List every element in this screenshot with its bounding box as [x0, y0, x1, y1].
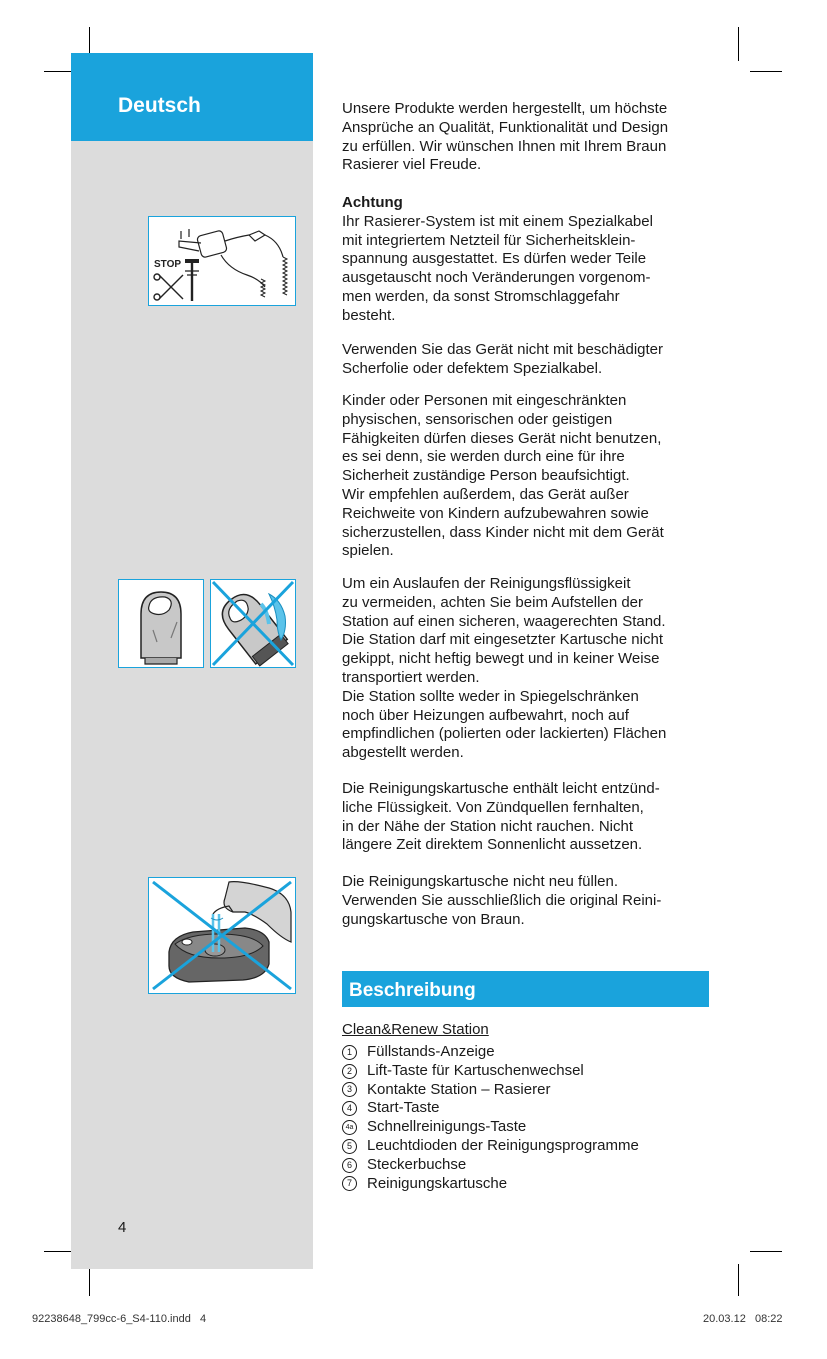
item-number: 7 [342, 1176, 357, 1191]
item-label: Lift-Taste für Kartuschenwechsel [367, 1061, 584, 1079]
list-item [342, 1137, 639, 1156]
station-paragraph [342, 575, 666, 763]
achtung-title: Achtung [342, 194, 403, 211]
item-number: 3 [342, 1082, 357, 1097]
crop-mark [750, 1251, 782, 1252]
item-number: 4a [342, 1120, 357, 1135]
flammable-paragraph [342, 780, 660, 855]
language-title: Deutsch [118, 94, 201, 117]
item-label: Kontakte Station – Rasierer [367, 1080, 551, 1098]
foil-text: Verwenden Sie das Gerät nicht mit beschädigter Scherfolie oder defektem Spezialkabel. [342, 341, 664, 377]
station-tilted-crossed-icon [210, 579, 296, 668]
footer-file-info: 92238648_799cc-6_S4-110.indd 4 [32, 1313, 207, 1325]
plug-cord-warning-icon [148, 216, 296, 306]
item-label: Schnellreinigungs-Taste [367, 1118, 527, 1136]
list-item [342, 1118, 639, 1137]
section-heading: Beschreibung [349, 980, 476, 1001]
item-number: 4 [342, 1101, 357, 1116]
foil-paragraph [342, 341, 663, 379]
station-text: Um ein Auslaufen der Reinigungsflüssigkeit zu vermeiden, achten Sie beim Aufstellen der Station auf einen sicheren, waagerechten Stand. Die Station darf mit eingesetzter Kartusche nicht gekippt, nicht heftig bewegt und in keiner Weise transportiert werden. Die Station sollte weder in Spiegelschränken noch über Heizungen aufbewahrt, noch auf empfindlichen (polierten oder lackierten) Flächen abgestellt werden. [342, 575, 667, 762]
no-refill-cartridge-icon [148, 877, 296, 994]
achtung-text: Ihr Rasierer-System ist mit einem Spezialkabel mit integriertem Netzteil für Sicherheitsklein- spannung ausgestattet. Es dürfen weder Teile ausgetauscht noch Veränderungen vorgenom- men werden, da sonst Stromschlaggefahr besteht. [342, 212, 653, 324]
page-number: 4 [118, 1219, 127, 1236]
item-number: 2 [342, 1064, 357, 1079]
item-number: 5 [342, 1139, 357, 1154]
crop-mark [738, 27, 739, 61]
crop-mark [750, 71, 782, 72]
children-paragraph [342, 392, 664, 561]
item-label: Start-Taste [367, 1099, 440, 1117]
list-item [342, 1156, 639, 1175]
crop-mark [738, 1264, 739, 1296]
item-number: 1 [342, 1045, 357, 1060]
list-item [342, 1175, 639, 1194]
item-label: Füllstands-Anzeige [367, 1043, 495, 1060]
item-label: Leuchtdioden der Reinigungsprogramme [367, 1136, 639, 1154]
flammable-text: Die Reinigungskartusche enthält leicht entzünd- liche Flüssigkeit. Von Zündquellen fernhalten, in der Nähe der Station nicht rauchen. Nicht längere Zeit direktem Sonnenlicht aussetzen. [342, 780, 660, 854]
stop-label: STOP [154, 259, 182, 270]
intro-text: Unsere Produkte werden hergestellt, um höchste Ansprüche an Qualität, Funktionalität und Design zu erfüllen. Wir wünschen Ihnen mit Ihrem Braun Rasierer viel Freude. [342, 100, 669, 174]
children-text: Kinder oder Personen mit eingeschränkten physischen, sensorischen oder geistigen Fähigkeiten dürfen dieses Gerät nicht benutzen, es sei denn, sie werden durch eine für ihre Sicherheit zuständige Person beaufsichtigt. Wir empfehlen außerdem, das Gerät außer Reichweite von Kindern aufzubewahren sowie sicherzustellen, dass Kinder nicht mit dem Gerät spielen. [342, 392, 664, 560]
station-upright-icon [118, 579, 204, 668]
list-item [342, 1099, 639, 1118]
intro-paragraph [342, 100, 668, 175]
refill-text: Die Reinigungskartusche nicht neu füllen. Verwenden Sie ausschließlich die original Reini- gungskartusche von Braun. [342, 873, 662, 928]
footer-date: 20.03.12 08:22 [703, 1313, 783, 1325]
parts-list [342, 1043, 639, 1193]
item-label: Reinigungskartusche [367, 1174, 508, 1192]
item-label: Steckerbuchse [367, 1155, 467, 1173]
list-item [342, 1062, 639, 1081]
achtung-section [342, 194, 653, 326]
refill-paragraph [342, 873, 661, 929]
station-subtitle: Clean&Renew Station [342, 1021, 489, 1038]
list-item [342, 1081, 639, 1100]
list-item [342, 1043, 639, 1062]
item-number: 6 [342, 1158, 357, 1173]
